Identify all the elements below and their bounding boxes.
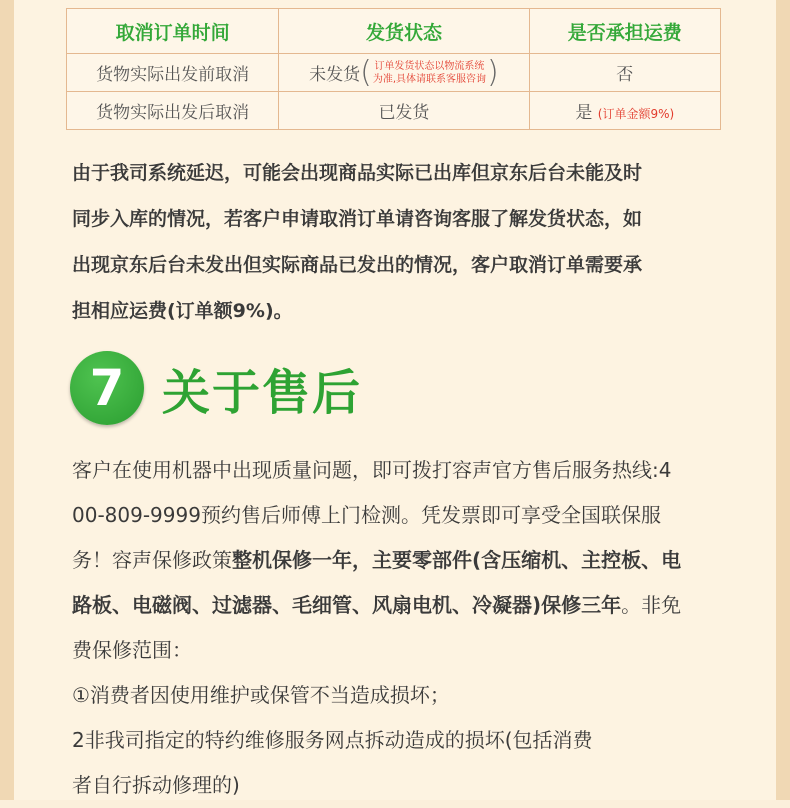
cell-shipping-fee: 否: [529, 54, 720, 92]
fee-note: (订单金额9%): [597, 107, 675, 121]
cell-shipping-status: 已发货: [279, 92, 529, 130]
paragraph-line: 者自行拆动修理的): [72, 773, 240, 797]
header-shipping-status: 发货状态: [279, 9, 529, 54]
paragraph-line: [72, 583, 740, 628]
delay-notice-paragraph: [72, 150, 732, 334]
paragraph-line: 客户在使用机器中出现质量问题，即可拨打容声官方售后服务热线:4: [72, 458, 672, 482]
paragraph-line: ①消费者因使用维护或保管不当造成损坏；: [72, 683, 450, 707]
page-frame-left: [0, 0, 14, 800]
cancellation-policy-table: [66, 8, 721, 130]
status-note-line2: 为准,具体请联系客服咨询: [372, 73, 487, 85]
paragraph-line: [72, 538, 740, 583]
cell-shipping-status: [279, 54, 529, 92]
after-sales-paragraph: [72, 448, 740, 808]
paragraph-line: 由于我司系统延迟，可能会出现商品实际已出库但京东后台未能及时: [72, 162, 643, 184]
warranty-terms-bold: 整机保修一年，主要零部件(含压缩机、主控板、电: [232, 548, 682, 572]
section-number-badge: 7: [70, 351, 144, 425]
cell-cancel-time: 货物实际出发前取消: [67, 54, 279, 92]
page-content: [14, 0, 776, 800]
table-header-row: [67, 9, 721, 54]
paragraph-line: 2非我司指定的特约维修服务网点拆动造成的损坏(包括消费: [72, 728, 593, 752]
policy-intro-text: 务！容声保修政策: [72, 548, 232, 572]
paragraph-line: 费保修范围：: [72, 638, 192, 662]
warranty-terms-bold-cont: 路板、电磁阀、过滤器、毛细管、风扇电机、冷凝器)保修三年: [72, 593, 622, 617]
status-text: 未发货: [309, 65, 361, 85]
paren-open: (: [360, 54, 372, 90]
table-row: [67, 92, 721, 130]
paragraph-line: 00-809-9999预约售后师傅上门检测。凭发票即可享受全国联保服: [72, 503, 661, 527]
status-note-line1: 订单发货状态以物流系统: [374, 60, 485, 72]
paragraph-line: 担相应运费(订单额9%)。: [72, 300, 293, 322]
header-cancel-time: 取消订单时间: [67, 9, 279, 54]
paren-close: ): [487, 54, 499, 90]
page-frame-right: [776, 0, 790, 800]
paragraph-line: 同步入库的情况，若客户申请取消订单请咨询客服了解发货状态，如: [72, 208, 643, 230]
section-heading: [70, 348, 362, 428]
cell-shipping-fee: [529, 92, 720, 130]
table-row: [67, 54, 721, 92]
status-note: [373, 60, 486, 86]
paragraph-line: 出现京东后台未发出但实际商品已发出的情况，客户取消订单需要承: [72, 254, 643, 276]
fee-text: 是: [575, 103, 593, 123]
cell-cancel-time: 货物实际出发后取消: [67, 92, 279, 130]
section-title: 关于售后: [162, 364, 363, 421]
non-free-text: 。非免: [621, 593, 682, 617]
status-with-note: [309, 54, 499, 90]
header-shipping-fee: 是否承担运费: [529, 9, 720, 54]
